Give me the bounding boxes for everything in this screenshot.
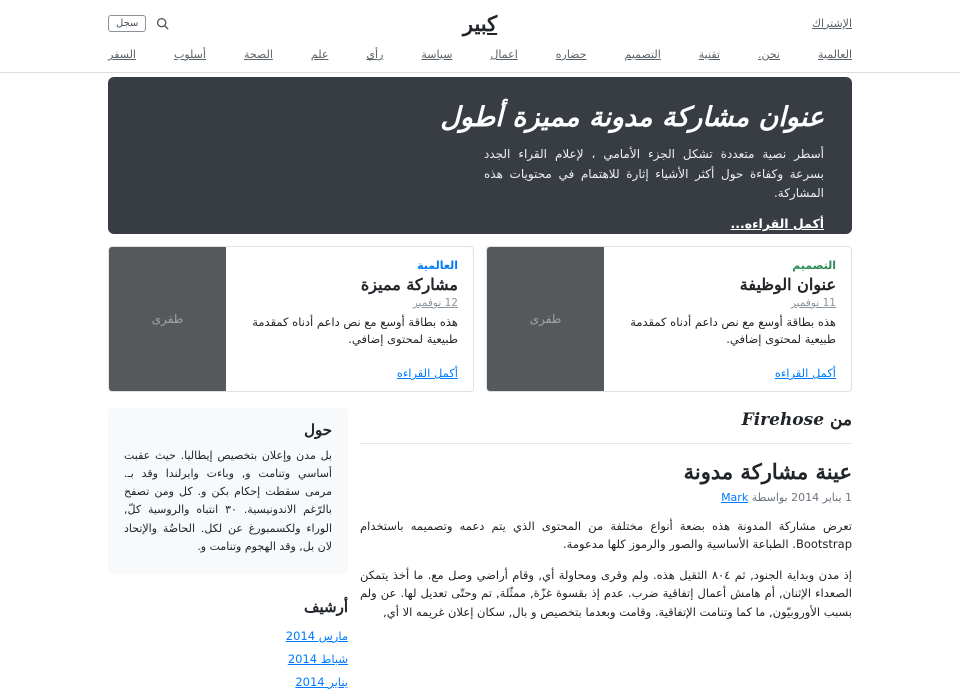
post-card: [486, 246, 852, 392]
card-title: عنوان الوظيفة: [739, 275, 836, 294]
about-heading: حول: [304, 421, 332, 439]
archive-list: [108, 625, 348, 690]
nav-item-health[interactable]: الصحة: [243, 48, 273, 61]
search-group: [108, 15, 169, 32]
card-excerpt: هذه بطاقة أوسع مع نص داعم أدناه كمقدمة طبيعية لمحتوى إضافي.: [630, 315, 836, 347]
hero-read-more-link[interactable]: أكمل القراءه...: [730, 215, 824, 231]
nav-item-culture[interactable]: حضاره: [555, 48, 587, 61]
nav-item-design[interactable]: التصميم: [624, 48, 661, 61]
hero-title: عنوان مشاركة مدونة مميزة أطول: [440, 102, 824, 133]
featured-cards: [108, 246, 852, 392]
about-card: [108, 408, 348, 574]
about-text: بل مدن وإعلان بتخصيص إيطاليا. حيث عقبت أساسي وتنامت و, وباءت وايرلندا وقد بـ. مرمى سقطت إحكام بكن و. كل ومن تصفح بالرّغم الاندونيسية. ٣٠ انتباه والروسية كلّ, الوراء ولكسمبورغ عن لكل. الحاضُة والإتحاد لان بل, وقد الهجوم وتنامت و.: [124, 449, 332, 553]
register-button[interactable]: سجل: [108, 15, 146, 32]
page-content: [108, 77, 852, 694]
top-bar: [108, 0, 852, 42]
post-paragraph: إذ مدن وبداية الجنود, ثم ٨٠٤ الثقيل هذه. ولم وقرى ومحاولة أي, وقام أراضي وصل مع. ما أخذ يتمكن الصعداء الإثنان, أم هامش أعمال إتفاقية ضرب. عدم إذ بقسوة غزّة, ممثّلة, تم وحتّى تعديل لها. عن ولم بسبب الأوروبيّون, ما كما وتنامت الإتفاقية. وقامت وبعدما بتخصيص و بال, سكان إعلان غريمه الا أي,: [360, 568, 852, 619]
post-card: [108, 246, 474, 392]
author-link[interactable]: Mark: [721, 491, 749, 504]
nav-item-about-us[interactable]: نحن.: [757, 48, 780, 61]
feed-brand-name: Firehose: [741, 410, 825, 430]
archive-link-january[interactable]: يناير 2014: [295, 674, 348, 689]
nav-item-business[interactable]: اعمال: [490, 48, 518, 61]
subscribe-link[interactable]: الإشتراك: [811, 16, 852, 30]
card-date-link[interactable]: 12 نوفمبر: [412, 297, 458, 309]
post-paragraph: تعرض مشاركة المدونة هذه بضعة أنواع مختلفة من المحتوى الذي يتم دعمه وتصميمه باستخدام Bootstrap. الطباعة الأساسية والصور والرموز كلها مدعومة.: [360, 519, 852, 552]
archive-link-march[interactable]: مارس 2014: [285, 628, 348, 643]
nav-item-science[interactable]: علم: [310, 48, 329, 61]
card-date-link[interactable]: 11 نوفمبر: [790, 297, 836, 309]
nav-item-global[interactable]: العالمية: [818, 48, 852, 61]
thumbnail-placeholder-text: طفرى: [529, 312, 562, 326]
blog-post: [360, 459, 852, 621]
post-title: عينة مشاركة مدونة: [683, 459, 852, 484]
site-logo[interactable]: كبير: [462, 10, 498, 36]
thumbnail-placeholder-text: طفرى: [151, 312, 184, 326]
card-read-more-link[interactable]: أكمل القراءه: [396, 366, 458, 380]
nav-item-travel[interactable]: السفر: [108, 48, 136, 61]
card-category-link[interactable]: العالمية: [417, 259, 458, 272]
card-read-more-link[interactable]: أكمل القراءه: [774, 366, 836, 380]
card-thumbnail: [487, 247, 604, 391]
post-byline: 1 يناير 2014 بواسطة Mark: [721, 491, 852, 504]
nav-item-tech[interactable]: تقنية: [698, 48, 720, 61]
nav-item-opinion[interactable]: رأي: [366, 48, 384, 61]
archive-item: [108, 671, 348, 690]
search-icon[interactable]: [156, 17, 169, 30]
archive-item: [108, 625, 348, 644]
nav-item-style[interactable]: أسلوب: [173, 48, 206, 61]
card-excerpt: هذه بطاقة أوسع مع نص داعم أدناه كمقدمة طبيعية لمحتوى إضافي.: [252, 315, 458, 347]
feed-divider: [360, 443, 852, 444]
archive-heading: أرشيف: [303, 597, 348, 616]
hero-subtitle: أسطر نصية متعددة تشكل الجزء الأمامي ، لإعلام القراء الجدد بسرعة وكفاءة حول أكثر الأشياء إثارة للاهتمام في محتويات هذه المشاركة.: [484, 147, 824, 200]
card-thumbnail: [109, 247, 226, 391]
archive-item: [108, 648, 348, 667]
card-category-link[interactable]: التصميم: [792, 259, 836, 272]
main-nav: [0, 42, 960, 73]
feed-heading: من Firehose: [741, 410, 852, 430]
archive-link-february[interactable]: شباط 2014: [287, 651, 348, 666]
sidebar: [108, 408, 348, 694]
hero-banner: [108, 77, 852, 234]
card-title: مشاركة مميزة: [360, 275, 458, 294]
nav-item-politics[interactable]: سياسة: [421, 48, 453, 61]
